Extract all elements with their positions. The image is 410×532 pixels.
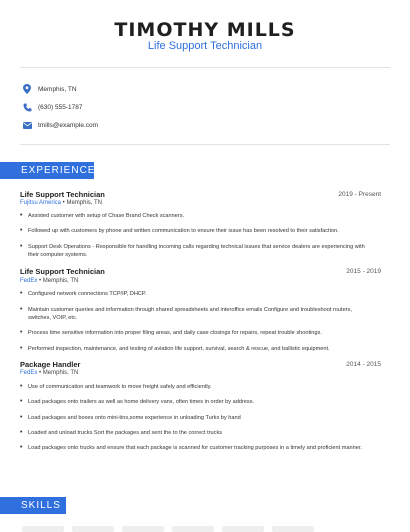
job-title-header: Life Support Technician (147, 40, 263, 52)
location-text: Memphis, TN (38, 85, 77, 93)
skill-chip (22, 526, 64, 532)
map-pin-icon (22, 84, 32, 94)
company-name: FedEx (20, 278, 38, 284)
candidate-name: TIMOTHY MILLS (114, 19, 296, 41)
list-item: • Use of communication and teamwork to move freight safely and efficiently. (20, 383, 212, 390)
list-item: • Performed inspection, maintenance, and testing of aviation life support, survival, search & rescue, and ballistic equipment. (20, 345, 330, 352)
job-company-line: FedEx • Memphis, TN (20, 370, 79, 376)
skill-chip (222, 526, 264, 532)
email-text: tmills@example.com (38, 121, 99, 129)
job-title: Life Support Technician (20, 190, 105, 199)
skill-chip (172, 526, 214, 532)
phone-text: (630) 555-1787 (38, 103, 83, 111)
list-item: • Load packages and boxes onto mini-tins,some experience in unloading Turks by hand (20, 414, 241, 421)
list-item: • Load packages onto trailers as well as home delivery vans, often times in order by address. (20, 398, 255, 405)
job-location: Memphis, TN (66, 200, 103, 206)
job-title: Package Handler (20, 360, 81, 369)
section-skills: SKILLS (0, 497, 66, 514)
list-item: • Assisted customer with setup of Chase Brand Check scanners. (20, 212, 185, 219)
section-experience: EXPERIENCE (0, 162, 94, 179)
job-location: Memphis, TN (42, 370, 79, 376)
list-item: • Process time sensitive information into proper filing areas, and daily case closings for repairs, repeat trouble shootings. (20, 329, 322, 336)
job-dates: 2015 - 2019 (346, 268, 381, 275)
skill-chip (122, 526, 164, 532)
contact-location (22, 82, 382, 96)
divider-bottom (20, 144, 390, 145)
contact-phone (22, 100, 382, 114)
list-item: • Loaded and unload trucks Sort the packages and sent the to the correct trucks (20, 429, 223, 436)
company-name: Fujitsu America (20, 200, 62, 206)
list-item: • Load packages onto trucks and ensure that each package is scanned for customer tracking purposes in a timely and proficient manner. (20, 444, 362, 451)
job-company-line: Fujitsu America • Memphis, TN (20, 200, 103, 206)
job-company-line: FedEx • Memphis, TN (20, 278, 79, 284)
skill-chip (272, 526, 314, 532)
job-dates: 2019 - Present (338, 191, 381, 198)
skill-chip (72, 526, 114, 532)
contact-email (22, 118, 382, 132)
job-dates: 2014 - 2015 (346, 361, 381, 368)
job-title: Life Support Technician (20, 267, 105, 276)
mail-icon (22, 120, 32, 130)
phone-icon (22, 102, 32, 112)
divider-top (20, 67, 390, 68)
list-item: • Followed up with customers by phone and written communication to ensure their issue has been resolved to their satisfaction. (20, 227, 339, 234)
company-name: FedEx (20, 370, 38, 376)
list-item: • Maintain customer queries and information through shared spreadsheets and interoffice emails Configure and troubleshoot routers, switches, VOIP, etc. (20, 306, 352, 322)
list-item: • Configured network connections TCP/IP, DHCP. (20, 290, 147, 297)
job-location: Memphis, TN (42, 278, 79, 284)
list-item: • Support Desk Operations - Responsible for handling incoming calls regarding technical issues that service dealers are experiencing with their computer systems. (20, 243, 365, 259)
